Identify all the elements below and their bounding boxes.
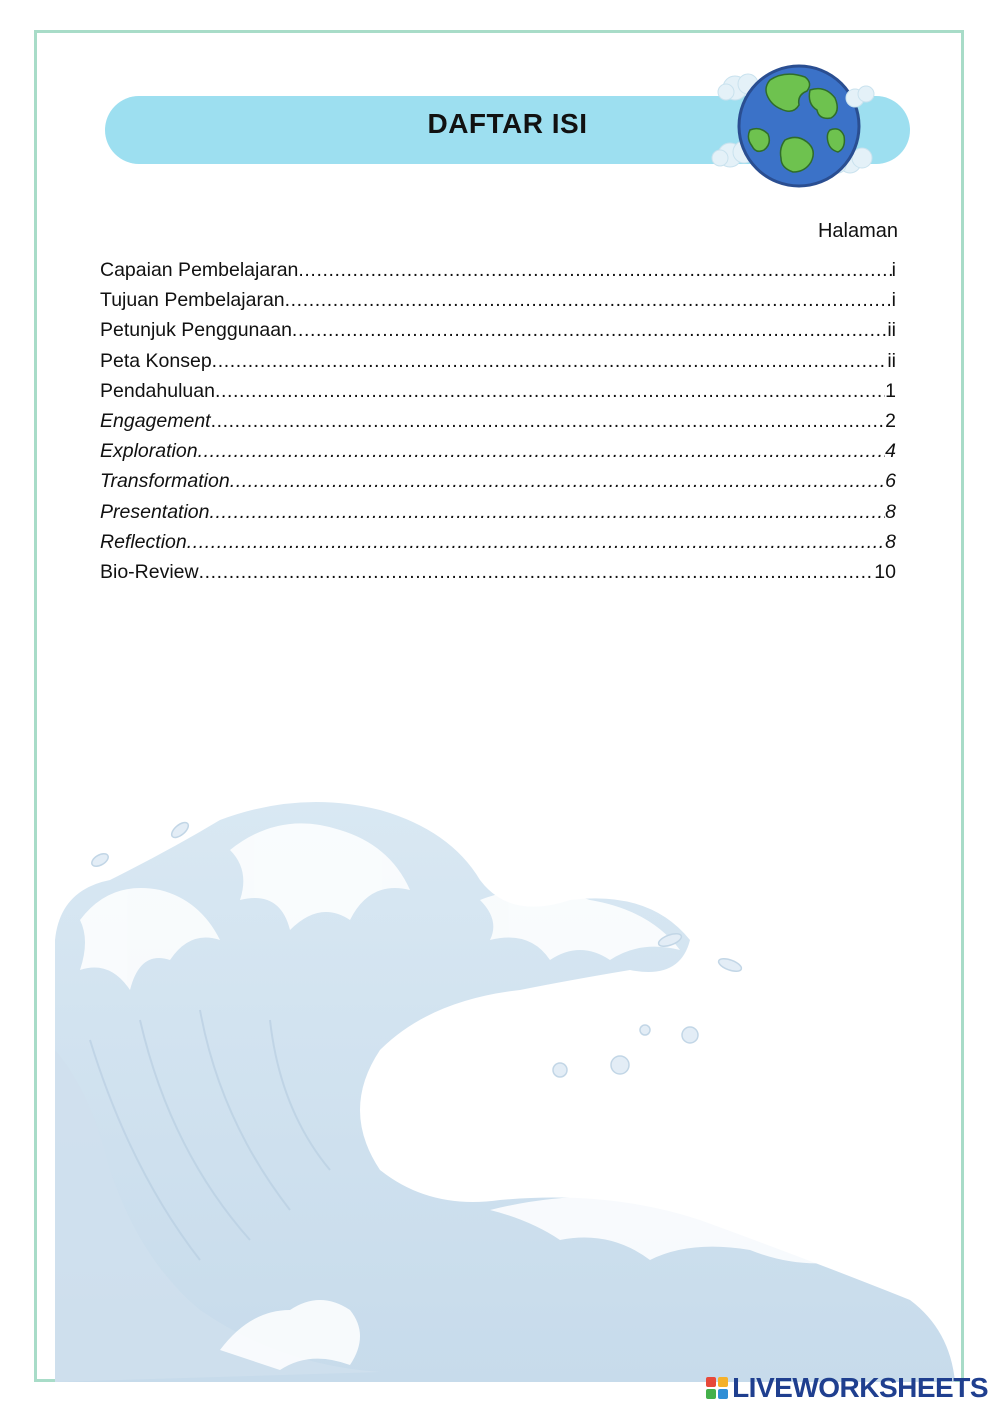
toc-row[interactable] [100,350,896,380]
toc-leader-dots [187,531,885,554]
wave-illustration [50,790,960,1382]
toc-label: Transformation [100,470,230,493]
page-column-label: Halaman [817,220,898,242]
toc-leader-dots [210,501,886,524]
toc-leader-dots [212,350,888,373]
toc-row[interactable] [100,440,896,470]
toc-page-number: 8 [885,500,896,523]
toc-row[interactable] [100,289,896,319]
toc-label: Petunjuk Penggunaan [100,319,292,342]
toc-leader-dots [292,319,887,342]
toc-leader-dots [298,259,891,282]
toc-label: Pendahuluan [100,379,215,402]
toc-row[interactable] [100,410,896,440]
toc-row[interactable] [100,470,896,500]
toc-leader-dots [285,289,892,312]
toc-page-number: i [891,289,896,312]
toc-page-number: i [891,259,896,281]
toc-row[interactable] [100,259,896,289]
toc-leader-dots [230,470,885,493]
toc-leader-dots [215,380,885,403]
toc-label: Capaian Pembelajaran [100,259,299,281]
toc-page-number: ii [887,319,896,342]
toc-row[interactable] [100,501,896,531]
toc-label: Tujuan Pembelajaran [100,289,285,312]
toc-row[interactable] [100,319,896,349]
toc-page-number: ii [887,349,896,372]
table-of-contents [100,259,896,591]
toc-label: Bio-Review [100,560,199,583]
toc-leader-dots [211,410,886,433]
toc-label: Reflection [100,530,187,553]
toc-page-number: 2 [885,409,896,432]
liveworksheets-logo-icon [706,1377,728,1399]
toc-leader-dots [199,561,875,584]
toc-page-number: 1 [885,379,896,402]
toc-leader-dots [198,440,886,463]
page-title: DAFTAR ISI [427,108,588,139]
toc-page-number: 4 [885,440,896,463]
toc-row[interactable] [100,380,896,410]
toc-row[interactable] [100,561,896,591]
brand-name: LIVEWORKSHEETS [732,1372,988,1403]
toc-label: Peta Konsep [100,349,212,372]
toc-page-number: 8 [885,530,896,553]
toc-page-number: 6 [885,470,896,493]
toc-label: Engagement [100,409,211,432]
brand-watermark [706,1372,988,1404]
toc-label: Presentation [100,500,210,523]
toc-page-number: 10 [874,560,896,583]
globe-icon [710,60,890,190]
toc-label: Exploration [100,440,198,463]
toc-row[interactable] [100,531,896,561]
